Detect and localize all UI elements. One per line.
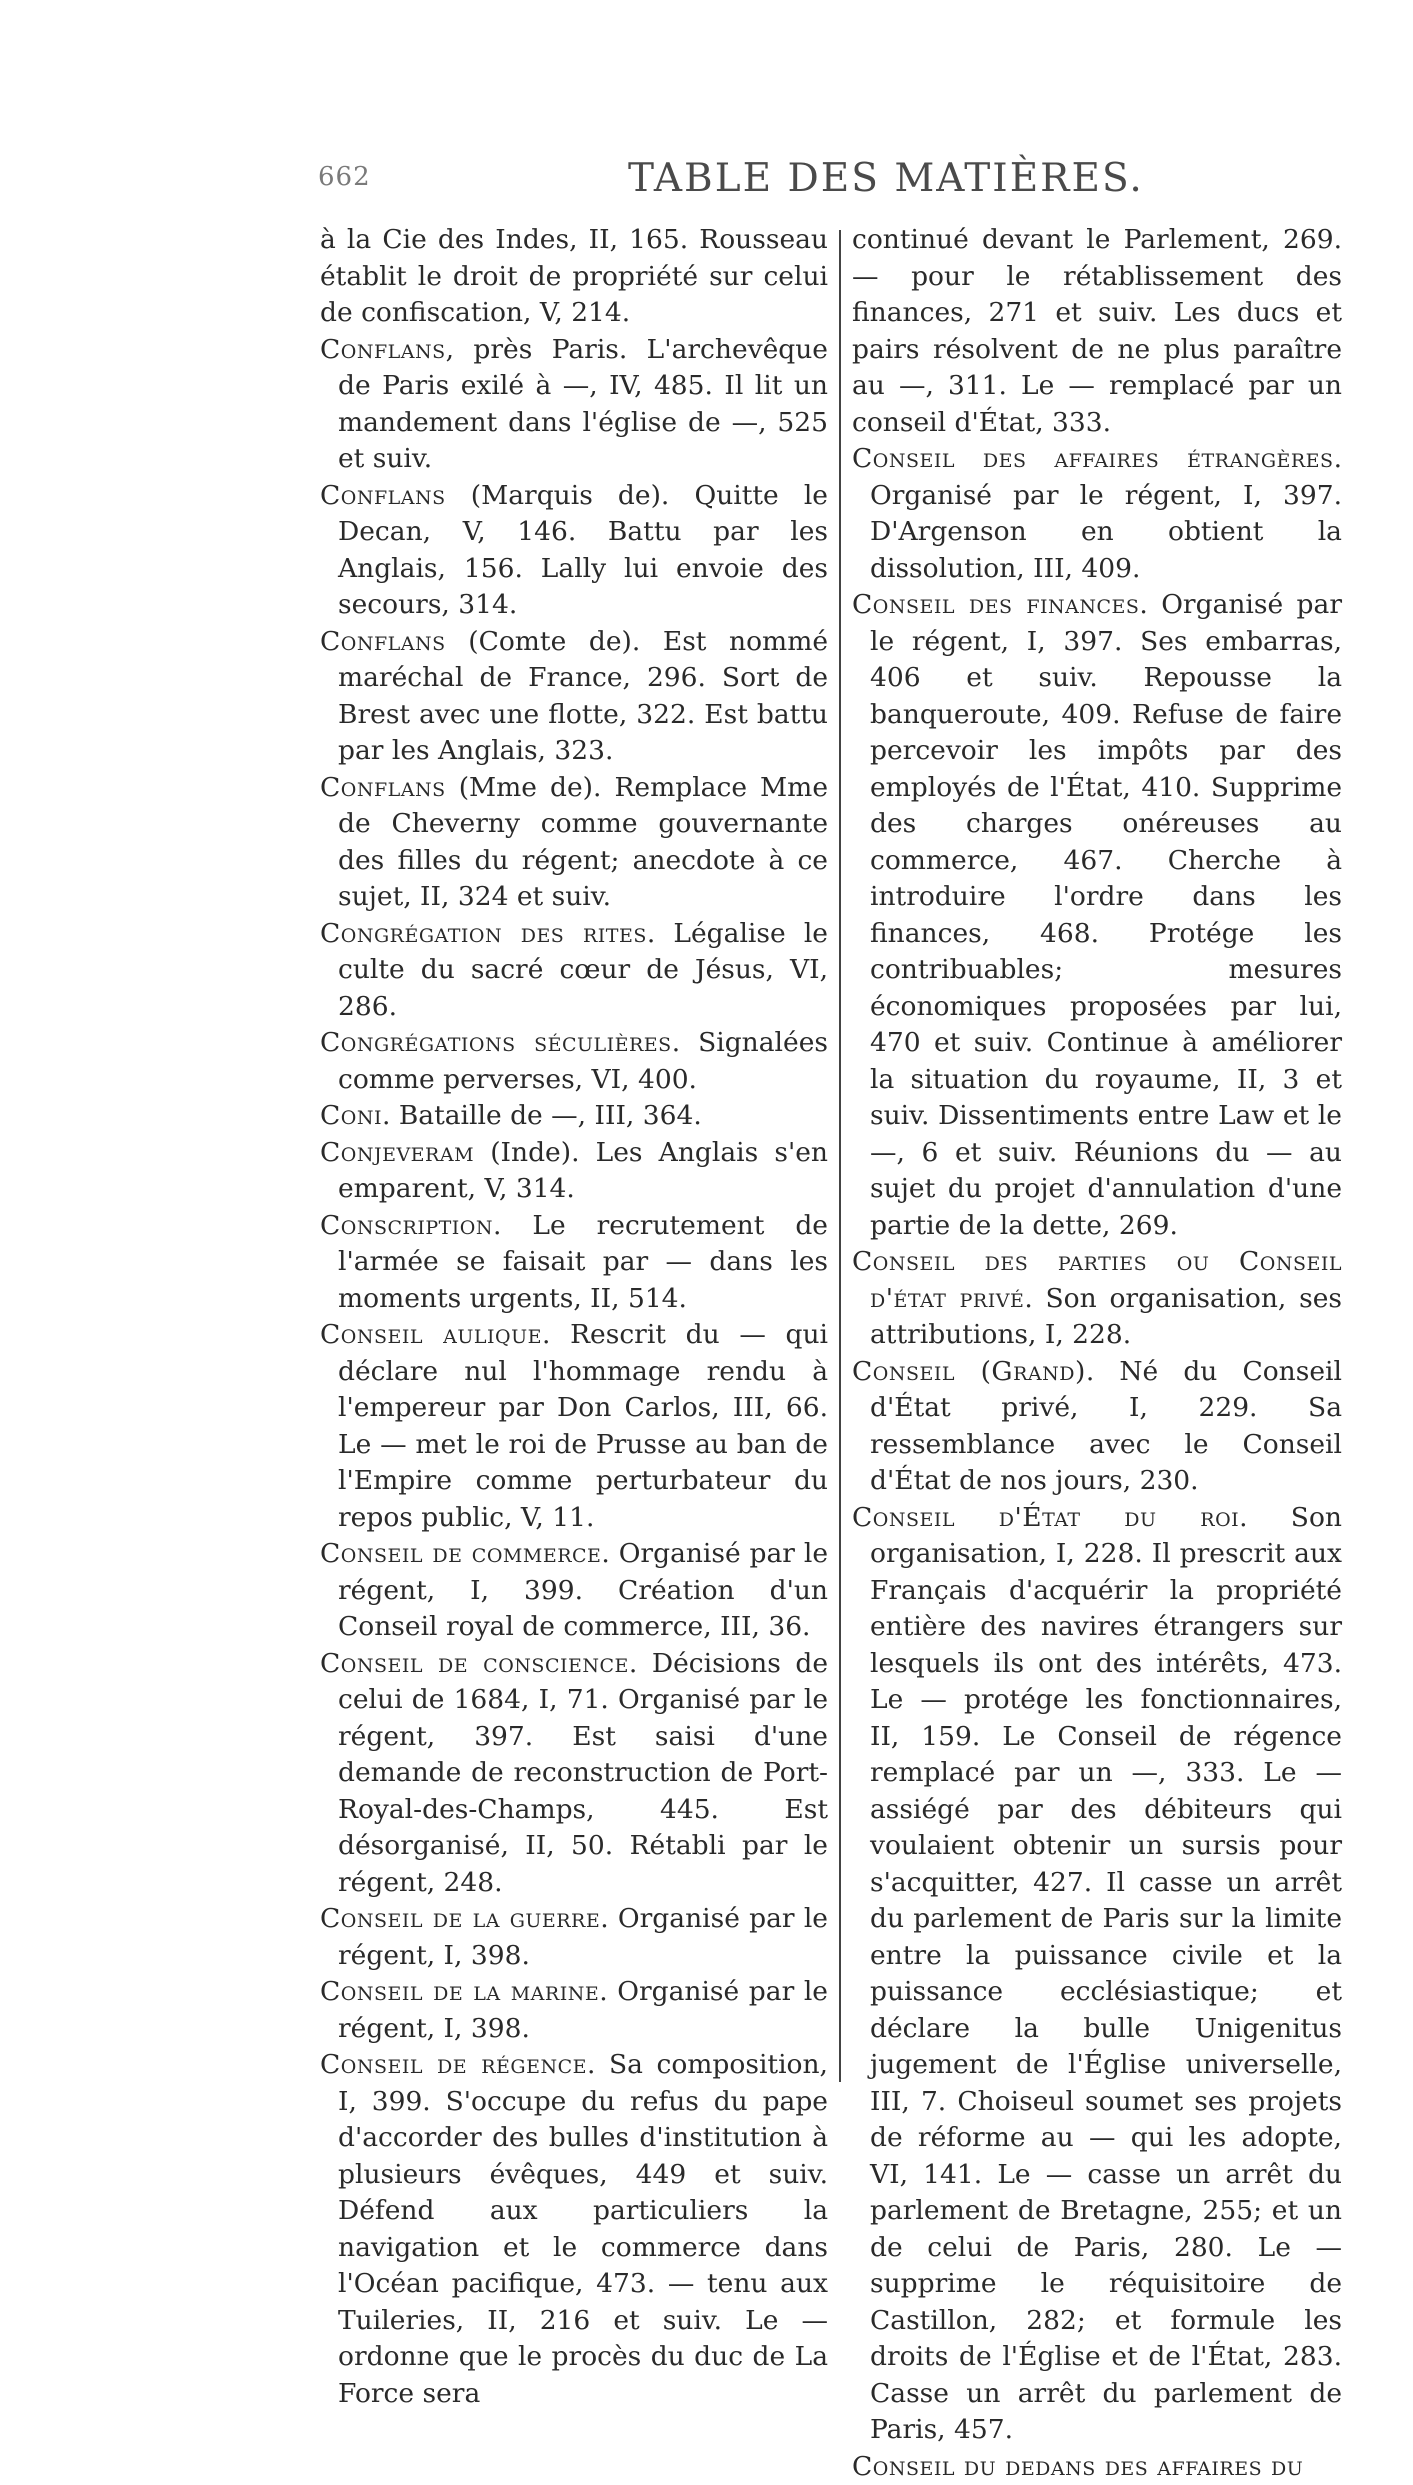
left-column <box>320 222 828 2412</box>
index-entry <box>320 2047 828 2412</box>
index-entry <box>852 222 1342 441</box>
entry-text: . Bataille de —, III, 364. <box>382 1100 702 1131</box>
entry-heading: Conseil du dedans des affaires du <box>852 2451 1303 2482</box>
index-entry <box>320 1646 828 1902</box>
entry-text: . Sa composition, I, 399. S'occupe du refus du pape d'accorder des bulles d'institution à plusieurs évêques, 449 et suiv. Défend aux particuliers la navigation et le commerce dans l'Océan pacifique, 473. — tenu aux Tuileries, II, 216 et suiv. Le — ordonne que le procès du duc de La Force sera <box>338 2049 828 2409</box>
entry-text: , près Paris. L'archevêque de Paris exilé à —, IV, 485. Il lit un mandement dans l'église de —, 525 et suiv. <box>338 334 828 475</box>
entry-heading: Conseil des parties ou Conseil d'état privé <box>852 1246 1342 1314</box>
entry-text: . Organisé par le régent, I, 398. <box>338 1903 828 1971</box>
index-entry <box>852 1354 1342 1500</box>
entry-heading: Conjeveram <box>320 1137 474 1168</box>
entry-text: . Son organisation, I, 228. Il prescrit aux Français d'acquérir la propriété entière des navires étrangers sur lesquels ils ont des intérêts, 473. Le — protége les fonctionnaires, II, 159. Le Conseil de régence remplacé par un —, 333. Le — assiégé par des débiteurs qui voulaient obtenir un sursis pour s'acquitter, 427. Il casse un arrêt du parlement de Paris sur la limite entre la puissance civile et la puissance ecclésiastique; et déclare la bulle Unigenitus jugement de l'Église universelle, III, 7. Choiseul soumet ses projets de réforme au — qui les adopte, VI, 141. Le — casse un arrêt du parlement de Bretagne, 255; et un de celui de Paris, 280. Le — supprime le réquisitoire de Castillon, 282; et formule les droits de l'Église et de l'État, 283. Casse un arrêt du parlement de Paris, 457. <box>870 1502 1342 2446</box>
index-entry <box>320 1536 828 1646</box>
index-entry <box>320 222 828 332</box>
entry-heading: Conflans <box>320 772 446 803</box>
index-entry <box>320 1208 828 1318</box>
column-divider <box>839 230 841 2082</box>
entry-heading: Congrégations séculières <box>320 1027 672 1058</box>
index-entry <box>852 1244 1342 1354</box>
entry-heading: Conflans <box>320 480 446 511</box>
entry-heading: Conseil aulique <box>320 1319 542 1350</box>
index-entry <box>320 770 828 916</box>
index-entry <box>320 1098 828 1135</box>
entry-text: . Organisé par le régent, I, 397. D'Argenson en obtient la dissolution, III, 409. <box>870 443 1342 584</box>
index-entry <box>320 1135 828 1208</box>
entry-heading: Conseil de la guerre <box>320 1903 600 1934</box>
index-entry <box>852 2449 1342 2485</box>
index-entry <box>320 478 828 624</box>
entry-heading: Conflans <box>320 626 446 657</box>
entry-heading: Conseil des affaires étrangères <box>852 443 1334 474</box>
entry-heading: Conscription <box>320 1210 493 1241</box>
entry-heading: Conseil des finances <box>852 589 1139 620</box>
entry-heading: Conseil (Grand) <box>852 1356 1086 1387</box>
running-title: TABLE DES MATIÈRES. <box>628 156 1144 201</box>
entry-text: . Son organisation, ses attributions, I, 228. <box>870 1283 1342 1351</box>
entry-heading: Conflans <box>320 334 446 365</box>
entry-heading: Conseil de régence <box>320 2049 587 2080</box>
entry-heading: Conseil d'État du roi <box>852 1502 1239 1533</box>
index-entry <box>320 624 828 770</box>
entry-heading: Congrégation des rites <box>320 918 647 949</box>
index-entry <box>320 1901 828 1974</box>
entry-heading: Conseil de conscience <box>320 1648 629 1679</box>
entry-text: . Légalise le culte du sacré cœur de Jésus, VI, 286. <box>338 918 828 1022</box>
entry-text: (Marquis de). Quitte le Decan, V, 146. Battu par les Anglais, 156. Lally lui envoie des secours, 314. <box>338 480 828 621</box>
entry-text: à la Cie des Indes, II, 165. Rousseau établit le droit de propriété sur celui de confiscation, V, 214. <box>320 224 828 328</box>
index-entry <box>320 332 828 478</box>
index-entry <box>852 1500 1342 2449</box>
entry-text: . Rescrit du — qui déclare nul l'hommage rendu à l'empereur par Don Carlos, III, 66. Le — met le roi de Prusse au ban de l'Empire comme perturbateur du repos public, V, 11. <box>338 1319 828 1533</box>
entry-text: . Décisions de celui de 1684, I, 71. Organisé par le régent, 397. Est saisi d'une demande de reconstruction de Port-Royal-des-Champs, 445. Est désorganisé, II, 50. Rétabli par le régent, 248. <box>338 1648 828 1898</box>
entry-text: continué devant le Parlement, 269. — pour le rétablissement des finances, 271 et suiv. Les ducs et pairs résolvent de ne plus paraître au —, 311. Le — remplacé par un conseil d'État, 333. <box>852 224 1342 438</box>
entry-text: . Organisé par le régent, I, 397. Ses embarras, 406 et suiv. Repousse la banqueroute, 409. Refuse de faire percevoir les impôts par des employés de l'État, 410. Supprime des charges onéreuses au commerce, 467. Cherche à introduire l'ordre dans les finances, 468. Protége les contribuables; mesures économiques proposées par lui, 470 et suiv. Continue à améliorer la situation du royaume, II, 3 et suiv. Dissentiments entre Law et le —, 6 et suiv. Réunions du — au sujet du projet d'annulation d'une partie de la dette, 269. <box>870 589 1342 1241</box>
entry-text: (Inde). Les Anglais s'en emparent, V, 314. <box>338 1137 828 1205</box>
index-entry <box>320 1317 828 1536</box>
right-column <box>852 222 1342 2485</box>
page-header <box>318 156 1338 212</box>
index-entry <box>852 587 1342 1244</box>
index-entry <box>320 1025 828 1098</box>
index-entry <box>320 916 828 1026</box>
entry-heading: Conseil de commerce <box>320 1538 601 1569</box>
index-entry <box>320 1974 828 2047</box>
entry-heading: Coni <box>320 1100 382 1131</box>
entry-text: . Le recrutement de l'armée se faisait par — dans les moments urgents, II, 514. <box>338 1210 828 1314</box>
entry-text: (Comte de). Est nommé maréchal de France, 296. Sort de Brest avec une flotte, 322. Est battu par les Anglais, 323. <box>338 626 828 767</box>
page-number: 662 <box>318 162 371 192</box>
entry-text: . Organisé par le régent, I, 399. Création d'un Conseil royal de commerce, III, 36. <box>338 1538 828 1642</box>
entry-heading: Conseil de la marine <box>320 1976 599 2007</box>
entry-text: . Signalées comme perverses, VI, 400. <box>338 1027 828 1095</box>
entry-text: (Mme de). Remplace Mme de Cheverny comme gouvernante des filles du régent; anecdote à ce sujet, II, 324 et suiv. <box>338 772 828 913</box>
entry-text: . Organisé par le régent, I, 398. <box>338 1976 828 2044</box>
index-entry <box>852 441 1342 587</box>
entry-text: . Né du Conseil d'État privé, I, 229. Sa ressemblance avec le Conseil d'État de nos jours, 230. <box>870 1356 1342 1497</box>
